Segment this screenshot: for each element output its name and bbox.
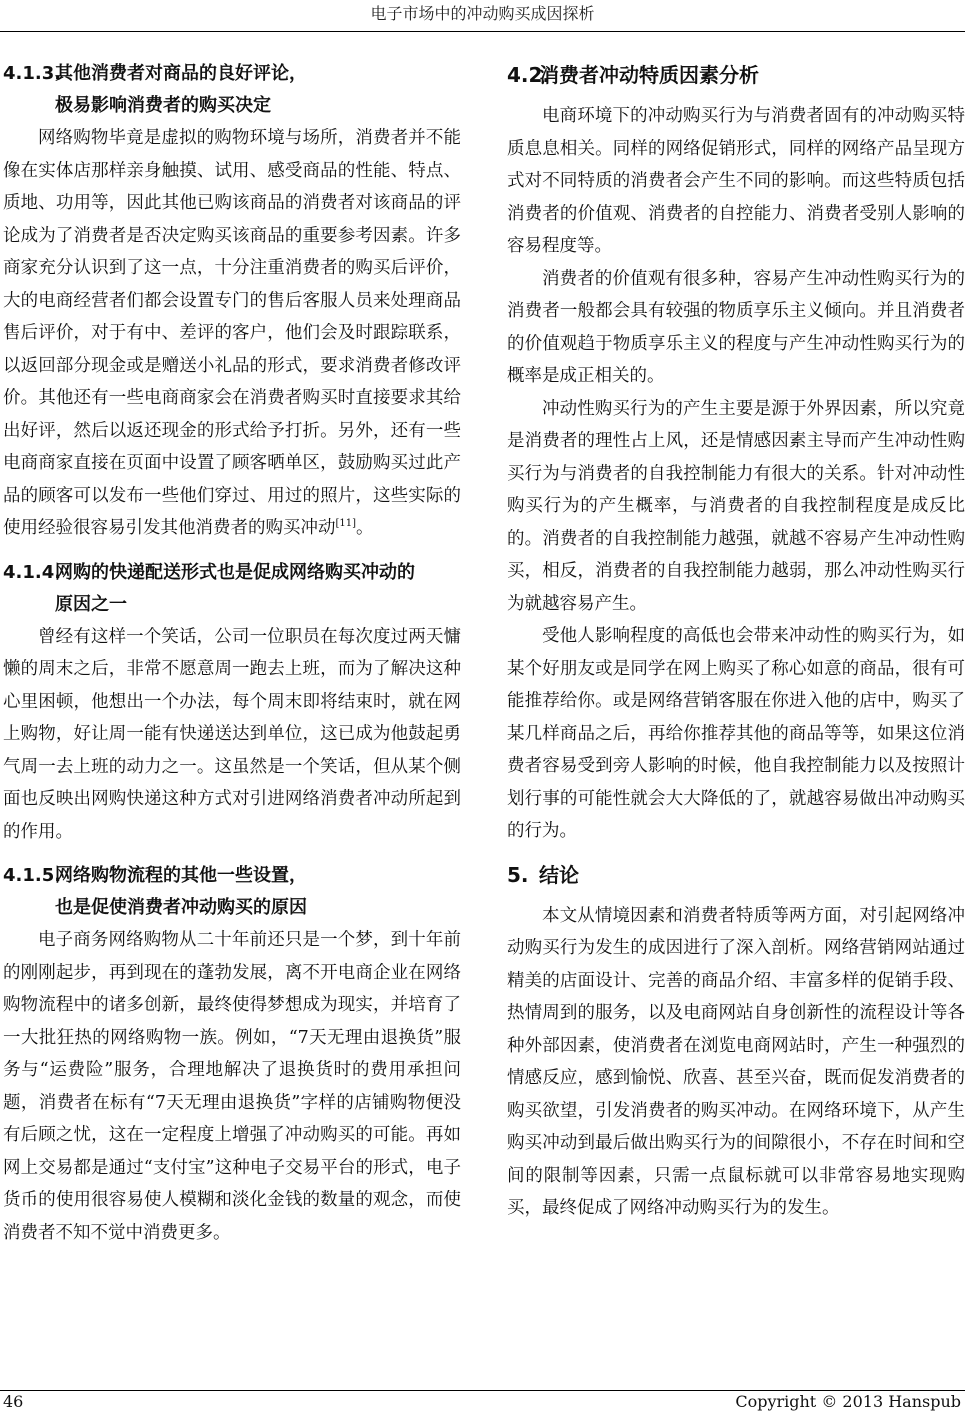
heading-title: 消费者冲动特质因素分析 bbox=[539, 63, 759, 87]
heading-title-line2: 也是促使消费者冲动购买的原因 bbox=[55, 897, 307, 918]
heading-number: 4.1.3. bbox=[3, 63, 62, 84]
paragraph: 冲动性购买行为的产生主要是源于外界因素，所以究竟是消费者的理性占上风，还是情感因素主导而产生冲动性购买行为与消费者的自我控制能力有很大的关系。针对冲动性购买行为的产生概率，与消费者的自我控制程度是成反比的。消费者的自我控制能力越强，就越不容易产生冲动性购买，相反，消费者的自我控制能力越弱，那么冲动性购买行为就越容易产生。 bbox=[507, 398, 965, 614]
heading-title-line1: 网购的快递配送形式也是促成网络购买冲动的 bbox=[55, 561, 415, 583]
paragraph: 受他人影响程度的高低也会带来冲动性的购买行为，如某个好朋友或是同学在网上购买了称心如意的商品，很有可能推荐给你。或是网络营销客服在你进入他的店中，购买了某几样商品之后，再给你推荐其他的商品等等，如果这位消费者容易受到旁人影响的时候，他自我控制能力以及按照计划行事的可能性就会大大降低的了，就越容易做出冲动购买的行为。 bbox=[507, 626, 965, 841]
paragraph bbox=[3, 122, 461, 545]
heading-title: 结论 bbox=[539, 862, 579, 887]
heading-4-1-4 bbox=[3, 557, 461, 621]
heading-number: 5. bbox=[507, 862, 529, 887]
heading-4-2 bbox=[507, 58, 965, 92]
header-rule bbox=[0, 31, 965, 32]
paragraph-text: 网络购物毕竟是虚拟的购物环境与场所，消费者并不能像在实体店那样亲身触摸、试用、感受商品的性能、特点、质地、功用等，因此其他已购该商品的消费者对该商品的评论成为了消费者是否决定购买该商品的重要参考因素。许多商家充分认识到了这一点，十分注重消费者的购买后评价，大的电商经营者们都会设置专门的售后客服人员来处理商品售后评价，对于有中、差评的客户，他们会及时跟踪联系，以返回部分现金或是赠送小礼品的形式，要求消费者修改评价。其他还有一些电商商家会在消费者购买时直接要求其给出好评，然后以返还现金的形式给予打折。另外，还有一些电商商家直接在页面中设置了顾客晒单区，鼓励购买过此产品的顾客可以发布一些他们穿过、用过的照片，这些实际的使用经验很容易引发其他消费者的购买冲动 bbox=[3, 128, 461, 538]
left-column bbox=[3, 58, 461, 1249]
heading-title-line1: 其他消费者对商品的良好评论， bbox=[55, 63, 307, 84]
heading-title-line1: 网络购物流程的其他一些设置， bbox=[55, 865, 307, 886]
heading-number: 4.2. bbox=[507, 63, 551, 87]
page-number: 46 bbox=[3, 1392, 24, 1411]
heading-5 bbox=[507, 858, 965, 892]
right-column bbox=[507, 58, 965, 1225]
heading-4-1-3 bbox=[3, 58, 461, 122]
copyright: Copyright © 2013 Hanspub bbox=[735, 1392, 961, 1411]
paragraph-end: 。 bbox=[356, 518, 374, 538]
heading-title-line2: 极易影响消费者的购买决定 bbox=[55, 95, 271, 116]
heading-number: 4.1.4. bbox=[3, 561, 62, 583]
citation-link[interactable]: [11] bbox=[335, 518, 357, 529]
heading-number: 4.1.5. bbox=[3, 865, 62, 886]
paragraph: 电商环境下的冲动购买行为与消费者固有的冲动购买特质息息相关。同样的网络促销形式，同样的网络产品呈现方式对不同特质的消费者会产生不同的影响。而这些特质包括消费者的价值观、消费者的自控能力、消费者受别人影响的容易程度等。 bbox=[507, 106, 965, 256]
footer-rule bbox=[0, 1390, 965, 1391]
paragraph: 电子商务网络购物从二十年前还只是一个梦，到十年前的刚刚起步，再到现在的蓬勃发展，离不开电商企业在网络购物流程中的诸多创新，最终使得梦想成为现实，并培育了一大批狂热的网络购物一族。例如，“7天无理由退换货”服务与“运费险”服务，合理地解决了退换货时的费用承担问题，消费者在标有“7天无理由退换货”字样的店铺购物便没有后顾之忧，这在一定程度上增强了冲动购买的可能。再如网上交易都是通过“支付宝”这种电子交易平台的形式，电子货币的使用很容易使人模糊和淡化金钱的数量的观念，而使消费者不知不觉中消费更多。 bbox=[3, 930, 461, 1243]
running-header: 电子市场中的冲动购买成因探析 bbox=[370, 4, 595, 23]
paragraph: 本文从情境因素和消费者特质等两方面，对引起网络冲动购买行为发生的成因进行了深入剖析。网络营销网站通过精美的店面设计、完善的商品介绍、丰富多样的促销手段、热情周到的服务，以及电商网站自身创新性的流程设计等各种外部因素，使消费者在浏览电商网站时，产生一种强烈的情感反应，感到愉悦、欣喜、甚至兴奋，既而促发消费者的购买欲望，引发消费者的购买冲动。在网络环境下，从产生购买冲动到最后做出购买行为的间隙很小，不存在时间和空间的限制等因素，只需一点鼠标就可以非常容易地实现购买，最终促成了网络冲动购买行为的发生。 bbox=[507, 905, 965, 1218]
paragraph: 消费者的价值观有很多种，容易产生冲动性购买行为的消费者一般都会具有较强的物质享乐主义倾向。并且消费者的价值观趋于物质享乐主义的程度与产生冲动性购买行为的概率是成正相关的。 bbox=[507, 268, 965, 386]
paragraph: 曾经有这样一个笑话，公司一位职员在每次度过两天慵懒的周末之后，非常不愿意周一跑去上班，而为了解决这种心里困顿，他想出一个办法，每个周末即将结束时，就在网上购物，好让周一能有快递送达到单位，这已成为他鼓起勇气周一去上班的动力之一。这虽然是一个笑话，但从某个侧面也反映出网购快递这种方式对引进网络消费者冲动所起到的作用。 bbox=[3, 626, 461, 842]
heading-title-line2: 原因之一 bbox=[55, 593, 127, 615]
heading-4-1-5 bbox=[3, 860, 461, 924]
